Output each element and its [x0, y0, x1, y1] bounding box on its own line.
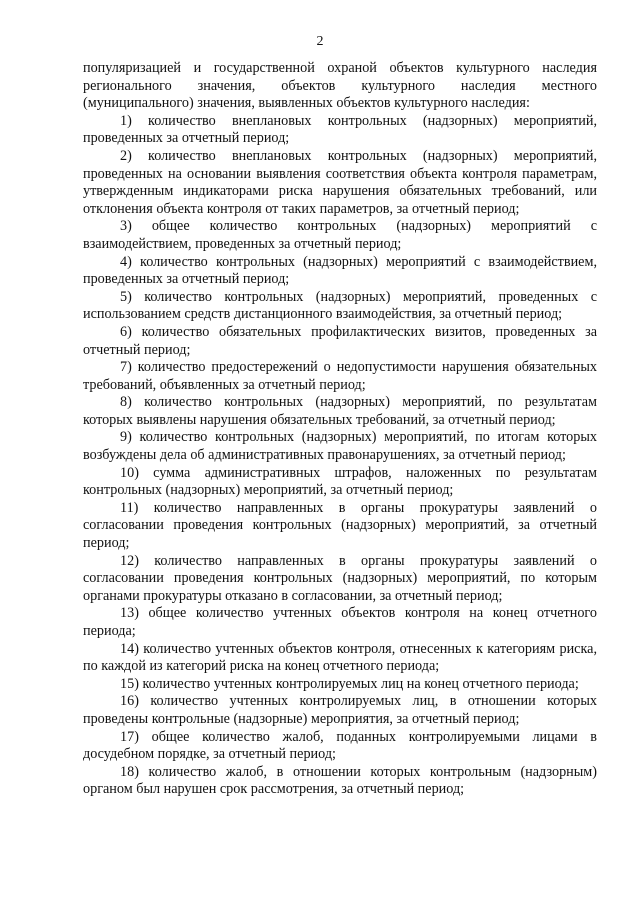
- list-item-13: 13) общее количество учтенных объектов контроля на конец отчетного периода;: [83, 605, 597, 639]
- list-item-1: 1) количество внеплановых контрольных (надзорных) мероприятий, проведенных за отчетный период;: [83, 112, 597, 147]
- list-item-7: 7) количество предостережений о недопустимости нарушения обязательных требований, объявленных за отчетный период;: [83, 359, 597, 393]
- list-item-11: 11) количество направленных в органы прокуратуры заявлений о согласовании проведения контрольных (надзорных) мероприятий, за отчетный период;: [83, 499, 597, 552]
- list-item-5: 5) количество контрольных (надзорных) мероприятий, проведенных с использованием средств дистанционного взаимодействия, за отчетный период;: [83, 288, 597, 323]
- list-item-4: 4) количество контрольных (надзорных) мероприятий с взаимодействием, проведенных за отчетный период;: [83, 253, 597, 288]
- list-item-3: 3) общее количество контрольных (надзорных) мероприятий с взаимодействием, проведенных за отчетный период;: [83, 218, 597, 252]
- page-number: 2: [316, 34, 324, 49]
- list-item-8: 8) количество контрольных (надзорных) мероприятий, по результатам которых выявлены нарушения обязательных требований, за отчетный период;: [83, 394, 597, 428]
- document-body: [83, 60, 597, 799]
- list-item-10: 10) сумма административных штрафов, наложенных по результатам контрольных (надзорных) мероприятий, за отчетный период;: [83, 464, 597, 499]
- list-item-17: 17) общее количество жалоб, поданных контролируемыми лицами в досудебном порядке, за отчетный период;: [83, 728, 597, 763]
- paragraph-intro-continuation: популяризацией и государственной охраной объектов культурного наследия регионального значения, объектов культурного наследия местного (муниципального) значения, выявленных объектов культурного наследия:: [83, 60, 597, 112]
- list-item-18: 18) количество жалоб, в отношении которых контрольным (надзорным) органом был нарушен срок рассмотрения, за отчетный период;: [83, 763, 597, 798]
- list-item-6: 6) количество обязательных профилактических визитов, проведенных за отчетный период;: [83, 323, 597, 358]
- list-item-15: 15) количество учтенных контролируемых лиц на конец отчетного периода;: [120, 675, 579, 692]
- list-item-14: 14) количество учтенных объектов контроля, отнесенных к категориям риска, по каждой из категорий риска на конец отчетного периода;: [83, 640, 597, 675]
- list-item-16: 16) количество учтенных контролируемых лиц, в отношении которых проведены контрольные (надзорные) мероприятия, за отчетный период;: [83, 693, 597, 727]
- list-item-9: 9) количество контрольных (надзорных) мероприятий, по итогам которых возбуждены дела об административных правонарушениях, за отчетный период;: [83, 429, 597, 464]
- list-item-12: 12) количество направленных в органы прокуратуры заявлений о согласовании проведения контрольных (надзорных) мероприятий, по которым органами прокуратуры отказано в согласовании, за отчетный период;: [83, 552, 597, 604]
- list-item-2: 2) количество внеплановых контрольных (надзорных) мероприятий, проведенных на основании выявления соответствия объекта контроля параметрам, утвержденным индикаторами риска нарушения обязательных требований, или отклонения объекта контроля от таких параметров, за отчетный период;: [83, 147, 597, 217]
